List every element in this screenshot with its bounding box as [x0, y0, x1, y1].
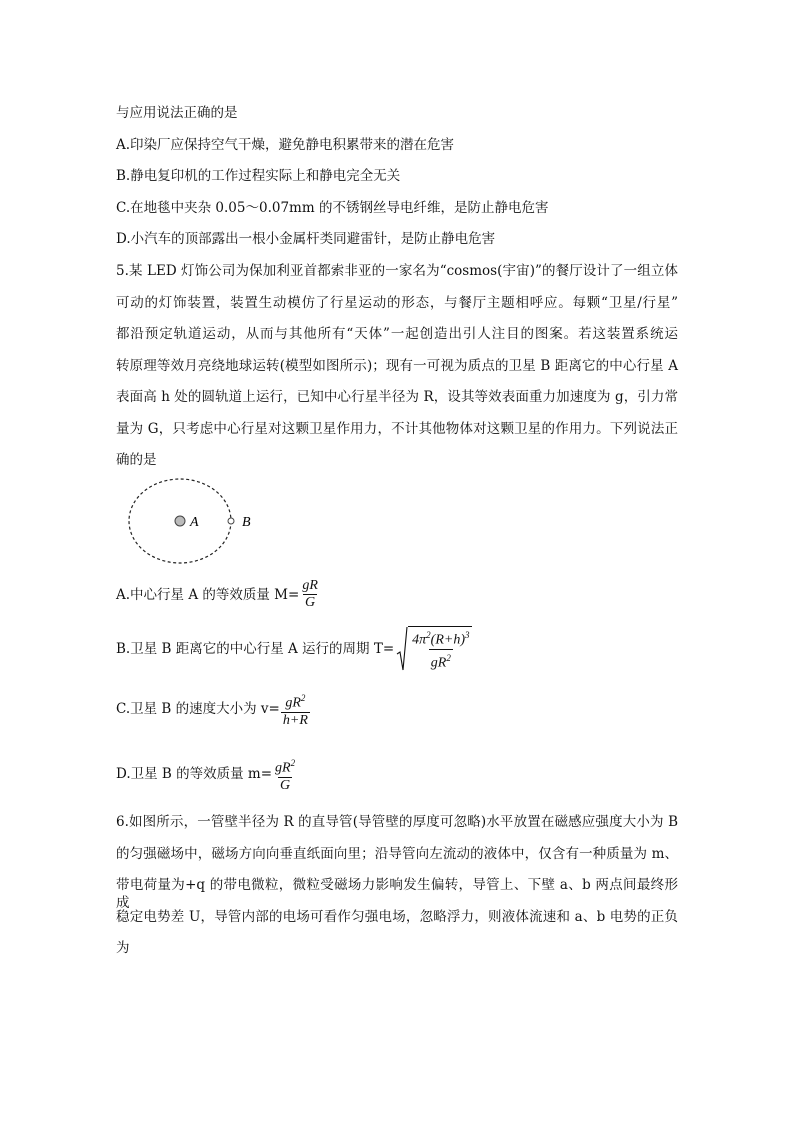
numerator-part: 4π [412, 633, 427, 648]
question-5-line: 可动的灯饰装置，装置生动模仿了行星运动的形态，与餐厅主题相呼应。每颗“卫星/行星” [116, 295, 678, 311]
question-6-line: 为 [116, 940, 130, 956]
fraction-denominator: G [280, 777, 291, 793]
orbit-diagram [124, 476, 274, 572]
option-b-text: B.卫星 B 距离它的中心行星 A 运行的周期 T= [116, 641, 395, 657]
question-5-line: 5.某 LED 灯饰公司为保加利亚首都索非亚的一家名为“cosmos(宇宙)”的餐厅设计了一组立体 [116, 263, 678, 279]
fraction: $\frac{4\pi^2(R+h)^3}{gR^2}$ [408, 626, 471, 671]
fraction-numerator: gR [302, 578, 318, 593]
fraction-numerator: gR [285, 695, 301, 711]
answer-option-a [116, 578, 320, 611]
label-a: A [190, 515, 199, 530]
question-5-line: 量为 G，只考虑中心行星对这颗卫星作用力，不计其他物体对这颗卫星的作用力。下列说法正 [116, 421, 678, 437]
option-c-line: C.在地毯中夹杂 0.05～0.07mm 的不锈钢丝导电纤维，是防止静电危害 [116, 200, 549, 216]
square-root [396, 626, 471, 672]
fraction-denominator: h+R [282, 712, 308, 728]
fraction: $\frac{gR^2}{h+R}$ [282, 693, 308, 728]
question-6-line: 稳定电势差 U，导管内部的电场可看作匀强电场，忽略浮力，则液体流速和 a、b 电势的正负 [116, 909, 678, 925]
question-5-line: 确的是 [116, 452, 157, 468]
radical-sign-icon [396, 626, 408, 672]
numerator-part: (R+h) [430, 633, 465, 648]
satellite-b [228, 518, 234, 524]
option-d-text: D.卫星 B 的等效质量 m= [116, 766, 273, 783]
text-line: 与应用说法正确的是 [116, 105, 238, 121]
question-6-line: 6.如图所示，一管壁半径为 R 的直导管(导管壁的厚度可忽略)水平放置在磁感应强度大小为 B [116, 814, 678, 830]
fraction-denominator: G [305, 595, 316, 610]
option-a-line: A.印染厂应保持空气干燥，避免静电积累带来的潜在危害 [116, 137, 455, 153]
question-5-line: 都沿预定轨道运动，从而与其他所有“天体”一起创造出引人注目的图案。若这装置系统运 [116, 326, 678, 342]
option-c-text: C.卫星 B 的速度大小为 v= [116, 701, 280, 718]
fraction: $\frac{gR^2}{G}$ [275, 758, 296, 793]
question-6-line: 带电荷量为+q 的带电微粒，微粒受磁场力影响发生偏转，导管上、下壁 a、b 两点间最终形成 [116, 877, 678, 911]
label-b: B [242, 515, 251, 530]
option-b-line: B.静电复印机的工作过程实际上和静电完全无关 [116, 168, 401, 184]
fraction-denominator: gR [430, 655, 447, 671]
fraction-numerator: gR [275, 760, 291, 776]
question-5-line: 表面高 h 处的圆轨道上运行，已知中心行星半径为 R，设其等效表面重力加速度为 g，引力常 [116, 389, 678, 405]
option-a-text: A.中心行星 A 的等效质量 M= [116, 586, 300, 603]
question-6-line: 的匀强磁场中，磁场方向向垂直纸面向里；沿导管向左流动的液体中，仅含有一种质量为 m、 [116, 846, 678, 862]
fraction [300, 578, 320, 611]
option-d-line: D.小汽车的顶部露出一根小金属杆类同避雷针，是防止静电危害 [116, 231, 496, 247]
answer-option-d [116, 755, 297, 794]
question-5-line: 转原理等效月亮绕地球运转(模型如图所示)；现有一可视为质点的卫星 B 距离它的中心行星 A [116, 358, 678, 374]
answer-option-c [116, 690, 310, 729]
answer-option-b [116, 626, 472, 672]
planet-a [175, 516, 185, 526]
